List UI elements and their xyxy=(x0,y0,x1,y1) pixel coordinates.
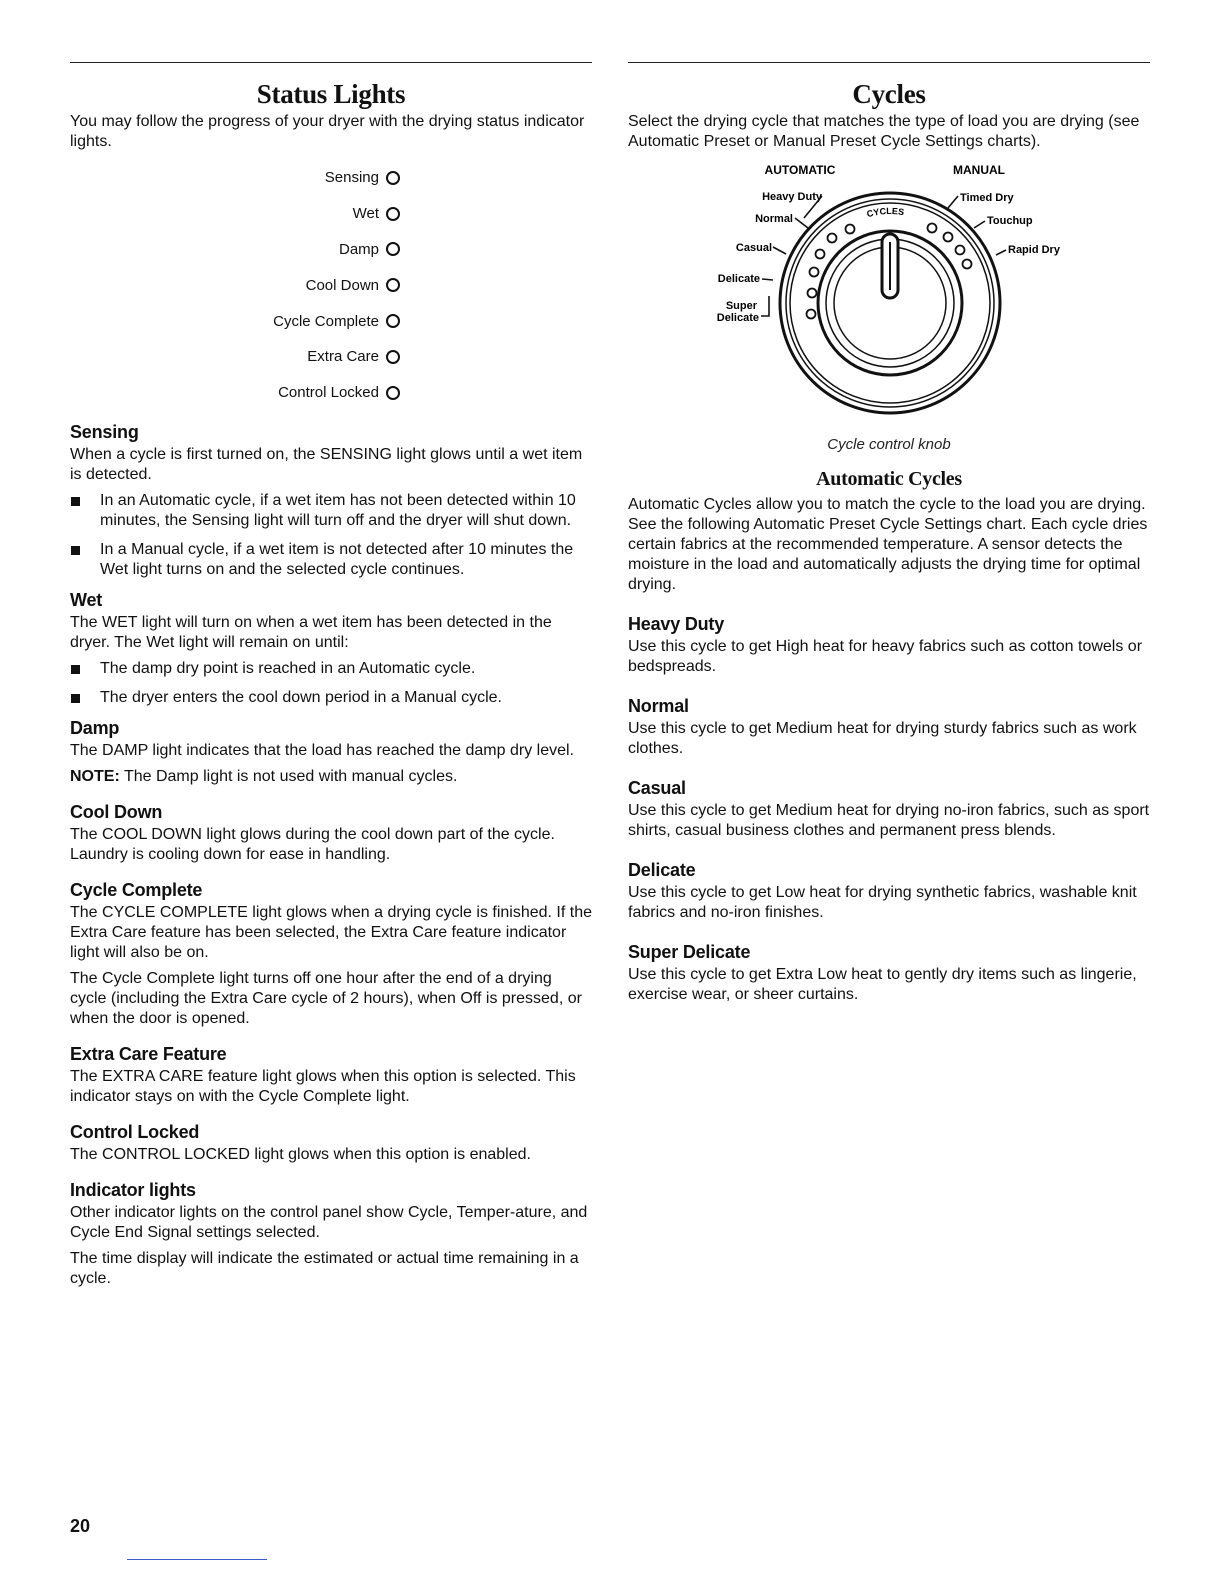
cycles-title: Cycles xyxy=(852,79,926,109)
cycle-complete-heading: Cycle Complete xyxy=(70,879,203,900)
extra-care-heading: Extra Care Feature xyxy=(70,1043,227,1064)
cycle-label-timed-dry: Timed Dry xyxy=(960,192,1014,204)
cycle-knob-diagram xyxy=(628,158,1150,428)
bullet-square-icon xyxy=(71,497,80,506)
cycle-label-normal: Normal xyxy=(755,213,793,225)
light-control-locked xyxy=(70,375,400,411)
wet-bullets xyxy=(70,659,592,708)
indicator-lights-text-2: The time display will indicate the estimated or actual time remaining in a cycle. xyxy=(70,1249,579,1287)
indicator-light-icon xyxy=(386,314,400,328)
indicator-light-icon xyxy=(386,242,400,256)
cycle-label-super-delicate: Delicate xyxy=(716,312,759,324)
control-locked-heading: Control Locked xyxy=(70,1121,200,1142)
light-label: Cool Down xyxy=(305,276,379,294)
top-rule-right xyxy=(628,62,1150,63)
leader-line xyxy=(795,218,808,228)
indicator-lights-heading: Indicator lights xyxy=(70,1179,196,1200)
light-cool-down xyxy=(70,267,400,303)
extra-care-text: The EXTRA CARE feature light glows when this option is selected. This indicator stays on with the Cycle Complete light. xyxy=(70,1067,576,1105)
light-sensing xyxy=(70,160,400,196)
cycle-heading: Heavy Duty xyxy=(628,614,725,634)
bullet-square-icon xyxy=(71,694,80,703)
cycle-heavy-duty xyxy=(628,613,1150,677)
bullet-text: The damp dry point is reached in an Automatic cycle. xyxy=(100,659,476,677)
cycle-normal xyxy=(628,695,1150,759)
list-item xyxy=(70,491,592,531)
bullet-text: In an Automatic cycle, if a wet item has not been detected within 10 minutes, the Sensing light will turn off and the dryer will shut down. xyxy=(100,491,576,529)
sensing-heading: Sensing xyxy=(70,421,139,442)
indicator-light-icon xyxy=(810,268,819,277)
cool-down-section xyxy=(70,801,592,865)
note-label: NOTE: xyxy=(70,767,120,785)
cycles-intro: Select the drying cycle that matches the type of load you are drying (see Automatic Preset or Manual Preset Cycle Settings charts). xyxy=(628,113,1140,150)
light-label: Control Locked xyxy=(278,384,379,402)
automatic-cycles-text: Automatic Cycles allow you to match the cycle to the load you are drying. See the following Automatic Preset Cycle Settings chart. Each cycle dries certain fabrics at the recommended temperature. A sensor detects the moisture in the load and automatically adjusts the drying time for optimal drying. xyxy=(628,496,1148,593)
leader-line xyxy=(996,250,1006,255)
sensing-section xyxy=(70,421,592,580)
cycle-text: Use this cycle to get Medium heat for drying no-iron fabrics, such as sport shirts, casual business clothes and permanent press blends. xyxy=(628,802,1150,839)
control-locked-text: The CONTROL LOCKED light glows when this option is enabled. xyxy=(70,1145,531,1163)
indicator-light-icon xyxy=(386,207,400,221)
cycle-text: Use this cycle to get High heat for heavy fabrics such as cotton towels or bedspreads. xyxy=(628,638,1143,675)
wet-heading: Wet xyxy=(70,589,103,610)
bullet-text: In a Manual cycle, if a wet item is not detected after 10 minutes the Wet light turns on and the selected cycle continues. xyxy=(100,540,574,578)
cycle-complete-text-2: The Cycle Complete light turns off one hour after the end of a drying cycle (including the Extra Care cycle of 2 hours), when Off is pressed, or when the door is opened. xyxy=(70,969,582,1027)
automatic-cycles-title: Automatic Cycles xyxy=(816,468,962,490)
indicator-light-icon xyxy=(828,234,837,243)
indicator-light-icon xyxy=(386,350,400,364)
damp-text: The DAMP light indicates that the load has reached the damp dry level. xyxy=(70,741,574,759)
extra-care-section xyxy=(70,1043,592,1107)
cycle-heading: Delicate xyxy=(628,860,696,880)
indicator-light-icon xyxy=(963,260,972,269)
bullet-square-icon xyxy=(71,665,80,674)
indicator-light-icon xyxy=(386,171,400,185)
status-lights-diagram xyxy=(70,160,592,411)
wet-text: The WET light will turn on when a wet item has been detected in the dryer. The Wet light will remain on until: xyxy=(70,613,552,651)
damp-section xyxy=(70,717,592,787)
leader-line xyxy=(762,279,773,280)
indicator-light-icon xyxy=(816,250,825,259)
bullet-text: The dryer enters the cool down period in a Manual cycle. xyxy=(100,688,502,706)
cycle-label-casual: Casual xyxy=(735,242,772,254)
light-cycle-complete xyxy=(70,303,400,339)
light-label: Damp xyxy=(338,240,379,258)
indicator-lights-section xyxy=(70,1179,592,1289)
cycle-text: Use this cycle to get Extra Low heat to gently dry items such as lingerie, exercise wear, or sheer curtains. xyxy=(628,966,1137,1003)
cycle-text: Use this cycle to get Medium heat for drying sturdy fabrics such as work clothes. xyxy=(628,720,1137,757)
cool-down-text: The COOL DOWN light glows during the cool down part of the cycle. Laundry is cooling down for ease in handling. xyxy=(70,825,555,863)
control-locked-section xyxy=(70,1121,592,1165)
damp-heading: Damp xyxy=(70,717,120,738)
cycle-label-heavy-duty: Heavy Duty xyxy=(762,191,822,203)
indicator-light-icon xyxy=(386,278,400,292)
light-label: Cycle Complete xyxy=(273,312,379,330)
cycle-casual xyxy=(628,777,1150,841)
cycle-label-touchup: Touchup xyxy=(987,215,1033,227)
cycle-heading: Normal xyxy=(628,696,689,716)
knob-caption: Cycle control knob xyxy=(827,436,951,453)
sensing-bullets xyxy=(70,491,592,580)
cycle-text: Use this cycle to get Low heat for drying synthetic fabrics, washable knit fabrics and no-iron finishes. xyxy=(628,884,1137,921)
damp-note xyxy=(70,767,592,787)
cycle-knob-svg xyxy=(628,158,1150,428)
cycle-label-super: Super xyxy=(725,300,757,312)
cycle-delicate xyxy=(628,859,1150,923)
status-lights-column xyxy=(70,62,592,1289)
leader-line xyxy=(948,196,958,208)
leader-line xyxy=(773,247,786,254)
bottom-link-underline xyxy=(127,1559,267,1560)
indicator-light-icon xyxy=(807,310,816,319)
indicator-light-icon xyxy=(386,386,400,400)
top-rule-left xyxy=(70,62,592,63)
note-text: The Damp light is not used with manual cycles. xyxy=(119,767,458,785)
indicator-light-icon xyxy=(944,233,953,242)
leader-line xyxy=(974,221,985,228)
manual-label: MANUAL xyxy=(953,163,1005,177)
cycle-label-rapid-dry: Rapid Dry xyxy=(1008,244,1060,256)
indicator-light-icon xyxy=(928,224,937,233)
bullet-square-icon xyxy=(71,546,80,555)
cycle-super-delicate xyxy=(628,941,1150,1005)
indicator-lights-text: Other indicator lights on the control panel show Cycle, Temper-ature, and Cycle End Signal settings selected. xyxy=(70,1203,588,1241)
light-label: Wet xyxy=(352,205,379,223)
wet-section xyxy=(70,589,592,708)
list-item xyxy=(70,688,592,708)
cool-down-heading: Cool Down xyxy=(70,801,163,822)
light-damp xyxy=(70,232,400,268)
cycles-arc-label xyxy=(866,206,905,219)
indicator-light-icon xyxy=(956,246,965,255)
cycle-complete-section xyxy=(70,879,592,1029)
indicator-light-icon xyxy=(846,225,855,234)
light-label: Sensing xyxy=(324,169,379,187)
status-lights-title: Status Lights xyxy=(256,79,406,109)
light-label: Extra Care xyxy=(307,348,379,366)
status-lights-intro: You may follow the progress of your dryer with the drying status indicator lights. xyxy=(70,113,585,150)
cycle-complete-text: The CYCLE COMPLETE light glows when a drying cycle is finished. If the Extra Care feature has been selected, the Extra Care feature indicator light will also be on. xyxy=(70,903,592,961)
sensing-text: When a cycle is first turned on, the SENSING light glows until a wet item is detected. xyxy=(70,445,583,483)
cycles-column xyxy=(628,62,1150,1005)
light-extra-care xyxy=(70,339,400,375)
automatic-label: AUTOMATIC xyxy=(764,163,836,177)
list-item xyxy=(70,659,592,679)
page-number: 20 xyxy=(70,1516,91,1536)
cycle-heading: Casual xyxy=(628,778,686,798)
cycles-arc-text: CYCLES xyxy=(865,205,905,220)
light-wet xyxy=(70,196,400,232)
cycle-label-delicate: Delicate xyxy=(717,273,760,285)
knob-outer-ring xyxy=(780,193,1000,413)
list-item xyxy=(70,540,592,580)
cycle-heading: Super Delicate xyxy=(628,942,751,962)
indicator-light-icon xyxy=(808,289,817,298)
leader-line xyxy=(761,296,769,316)
